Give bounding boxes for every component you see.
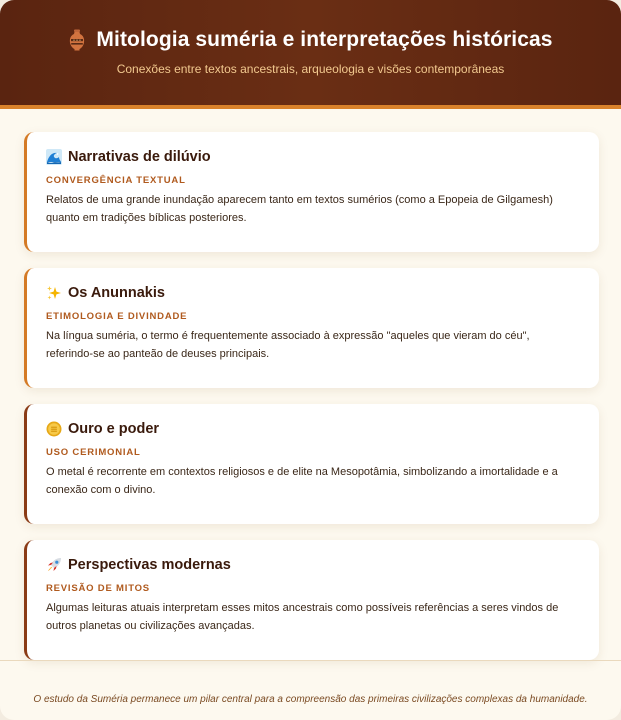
page-subtitle: Conexões entre textos ancestrais, arqueologia e visões contemporâneas (116, 62, 505, 76)
card-label: USO CERIMONIAL (46, 447, 141, 458)
sparkles-icon (46, 285, 62, 301)
footer-note: O estudo da Suméria permanece um pilar central para a compreensão das primeiras civilizações complexas da humanidade. (0, 660, 621, 720)
card-title-row (46, 555, 579, 575)
card-title-row (46, 419, 579, 439)
card-list (0, 109, 621, 660)
card-label: REVISÃO DE MITOS (46, 583, 150, 594)
card-text: O metal é recorrente em contextos religiosos e de elite na Mesopotâmia, simbolizando a imortalidade e a conexão com o divino. (46, 466, 558, 496)
card-text: Na língua suméria, o termo é frequentemente associado à expressão "aqueles que vieram do céu", referindo-se ao panteão de deuses principais. (46, 330, 530, 360)
card-title-row (46, 283, 579, 303)
card-title: Narrativas de dilúvio (68, 149, 211, 165)
card-modern (24, 540, 599, 660)
coin-icon (46, 421, 62, 437)
card-gold (24, 404, 599, 524)
card-flood (24, 132, 599, 252)
title-row (0, 28, 621, 52)
page-title: Mitologia suméria e interpretações históricas (96, 28, 553, 51)
rocket-icon (46, 557, 62, 573)
card-text: Algumas leituras atuais interpretam esses mitos ancestrais como possíveis referências a seres vindos de outros planetas ou civilizações avançadas. (46, 602, 559, 632)
card-title: Ouro e poder (68, 421, 160, 437)
card-title: Perspectivas modernas (68, 557, 231, 573)
wave-icon (46, 149, 62, 165)
amphora-icon (68, 29, 86, 51)
card-title: Os Anunnakis (68, 285, 165, 301)
card-text: Relatos de uma grande inundação aparecem tanto em textos sumérios (como a Epopeia de Gilgamesh) quanto em tradições bíblicas posteriores. (46, 194, 553, 224)
header (0, 0, 621, 109)
card-anunnakis (24, 268, 599, 388)
card-title-row (46, 147, 579, 167)
card-label: ETIMOLOGIA E DIVINDADE (46, 311, 188, 322)
card-label: CONVERGÊNCIA TEXTUAL (46, 175, 186, 186)
